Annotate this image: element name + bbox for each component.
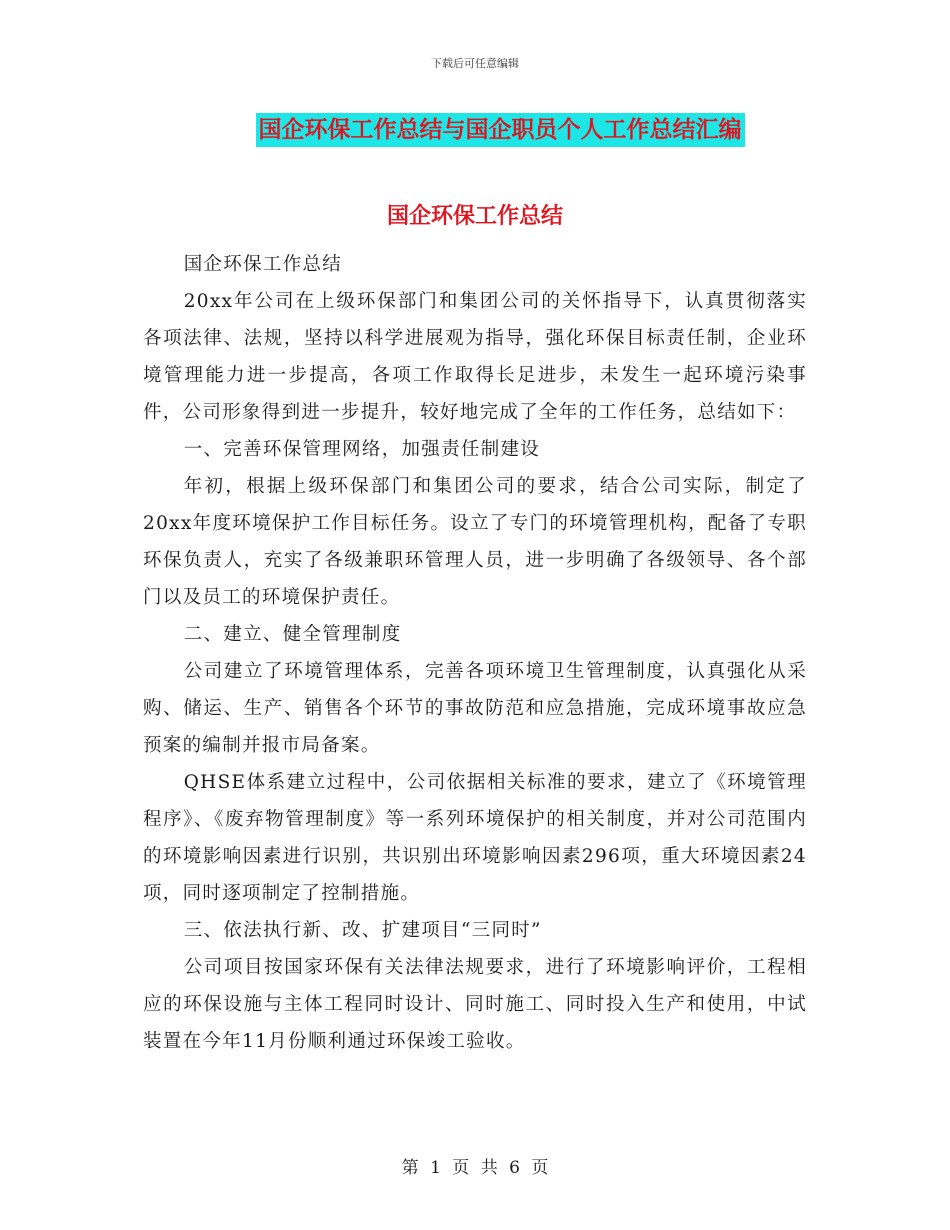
header-note: 下载后可任意编辑: [431, 57, 519, 70]
main-title-container: [0, 113, 950, 147]
section-title: 国企环保工作总结: [386, 204, 563, 229]
heading-1: 一、完善环保管理网络，加强责任制建设: [183, 439, 541, 460]
page-number: 第 1 页 共 6 页: [401, 1158, 549, 1178]
document-body: [143, 246, 807, 1060]
main-title: 国企环保工作总结与国企职员个人工作总结汇编: [256, 113, 745, 147]
paragraph-intro: 20xx年公司在上级环保部门和集团公司的关怀指导下，认真贯彻落实各项法律、法规，坚持以科学进展观为指导，强化环保目标责任制，企业环境管理能力进一步提高，各项工作取得长足进步，未发生一起环境污染事件，公司形象得到进一步提升，较好地完成了全年的工作任务，总结如下：: [143, 291, 807, 423]
heading-2: 二、建立、健全管理制度: [183, 624, 402, 645]
paragraph-3: QHSE体系建立过程中，公司依据相关标准的要求，建立了《环境管理程序》、《废弃物管理制度》等一系列环境保护的相关制度，并对公司范围内的环境影响因素进行识别，共识别出环境影响因素296项，重大环境因素24项，同时逐项制定了控制措施。: [143, 772, 807, 904]
heading-3: 三、依法执行新、改、扩建项目“三同时”: [183, 920, 542, 941]
paragraph-1: 年初，根据上级环保部门和集团公司的要求，结合公司实际，制定了20xx年度环境保护工作目标任务。设立了专门的环境管理机构，配备了专职环保负责人，充实了各级兼职环管理人员，进一步明确了各级领导、各个部门以及员工的环境保护责任。: [143, 476, 807, 608]
paragraph-4: 公司项目按国家环保有关法律法规要求，进行了环境影响评价，工程相应的环保设施与主体工程同时设计、同时施工、同时投入生产和使用，中试装置在今年11月份顺利通过环保竣工验收。: [143, 957, 807, 1052]
paragraph-subtitle: 国企环保工作总结: [183, 254, 343, 275]
paragraph-2: 公司建立了环境管理体系，完善各项环境卫生管理制度，认真强化从采购、储运、生产、销售各个环节的事故防范和应急措施，完成环境事故应急预案的编制并报市局备案。: [143, 661, 807, 756]
